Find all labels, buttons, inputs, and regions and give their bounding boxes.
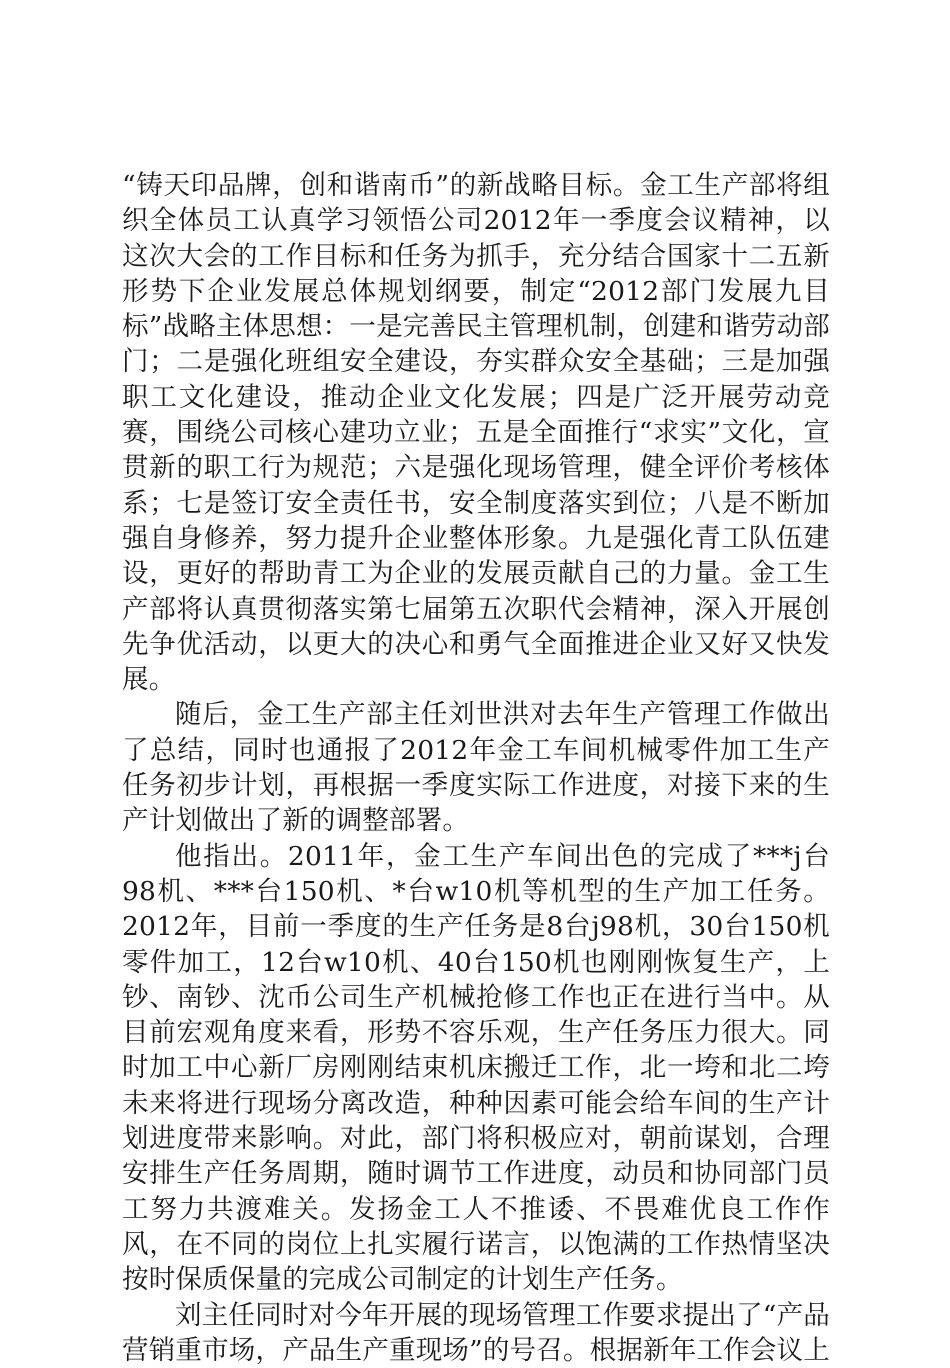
paragraph: 随后，金工生产部主任刘世洪对去年生产管理工作做出了总结，同时也通报了2012年金工车间机械零件加工生产任务初步计划，再根据一季度实际工作进度，对接下来的生产计划做出了新的调整部署。 [122, 697, 830, 838]
paragraph: 他指出。2011年，金工生产车间出色的完成了***j台98机、***台150机、*台w10机等机型的生产加工任务。2012年，目前一季度的生产任务是8台j98机，30台150机零件加工，12台w10机、40台150机也刚刚恢复生产，上钞、南钞、沈币公司生产机械抢修工作也正在进行当中。从目前宏观角度来看，形势不容乐观，生产任务压力很大。同时加工中心新厂房刚刚结束机床搬迁工作，北一垮和北二垮未来将进行现场分离改造，种种因素可能会给车间的生产计划进度带来影响。对此，部门将积极应对，朝前谋划，合理安排生产任务周期，随时调节工作进度，动员和协同部门员工努力共渡难关。发扬金工人不推诿、不畏难优良工作作风，在不同的岗位上扎实履行诺言，以饱满的工作热情坚决按时保质保量的完成公司制定的计划生产任务。 [122, 839, 830, 1298]
paragraph: 刘主任同时对今年开展的现场管理工作要求提出了“产品营销重市场，产品生产重现场”的号召。根据新年工作会议上 [122, 1298, 830, 1368]
paragraph-continued: “铸天印品牌，创和谐南币”的新战略目标。金工生产部将组织全体员工认真学习领悟公司2012年一季度会议精神，以这次大会的工作目标和任务为抓手，充分结合国家十二五新形势下企业发展总体规划纲要，制定“2012部门发展九目标”战略主体思想：一是完善民主管理机制，创建和谐劳动部门；二是强化班组安全建设，夯实群众安全基础；三是加强职工文化建设，推动企业文化发展；四是广泛开展劳动竞赛，围绕公司核心建功立业；五是全面推行“求实”文化，宣贯新的职工行为规范；六是强化现场管理，健全评价考核体系；七是签订安全责任书，安全制度落实到位；八是不断加强自身修养，努力提升企业整体形象。九是强化青工队伍建设，更好的帮助青工为企业的发展贡献自己的力量。金工生产部将认真贯彻落实第七届第五次职代会精神，深入开展创先争优活动，以更大的决心和勇气全面推进企业又好又快发展。 [122, 168, 830, 697]
document-body [122, 168, 830, 1368]
